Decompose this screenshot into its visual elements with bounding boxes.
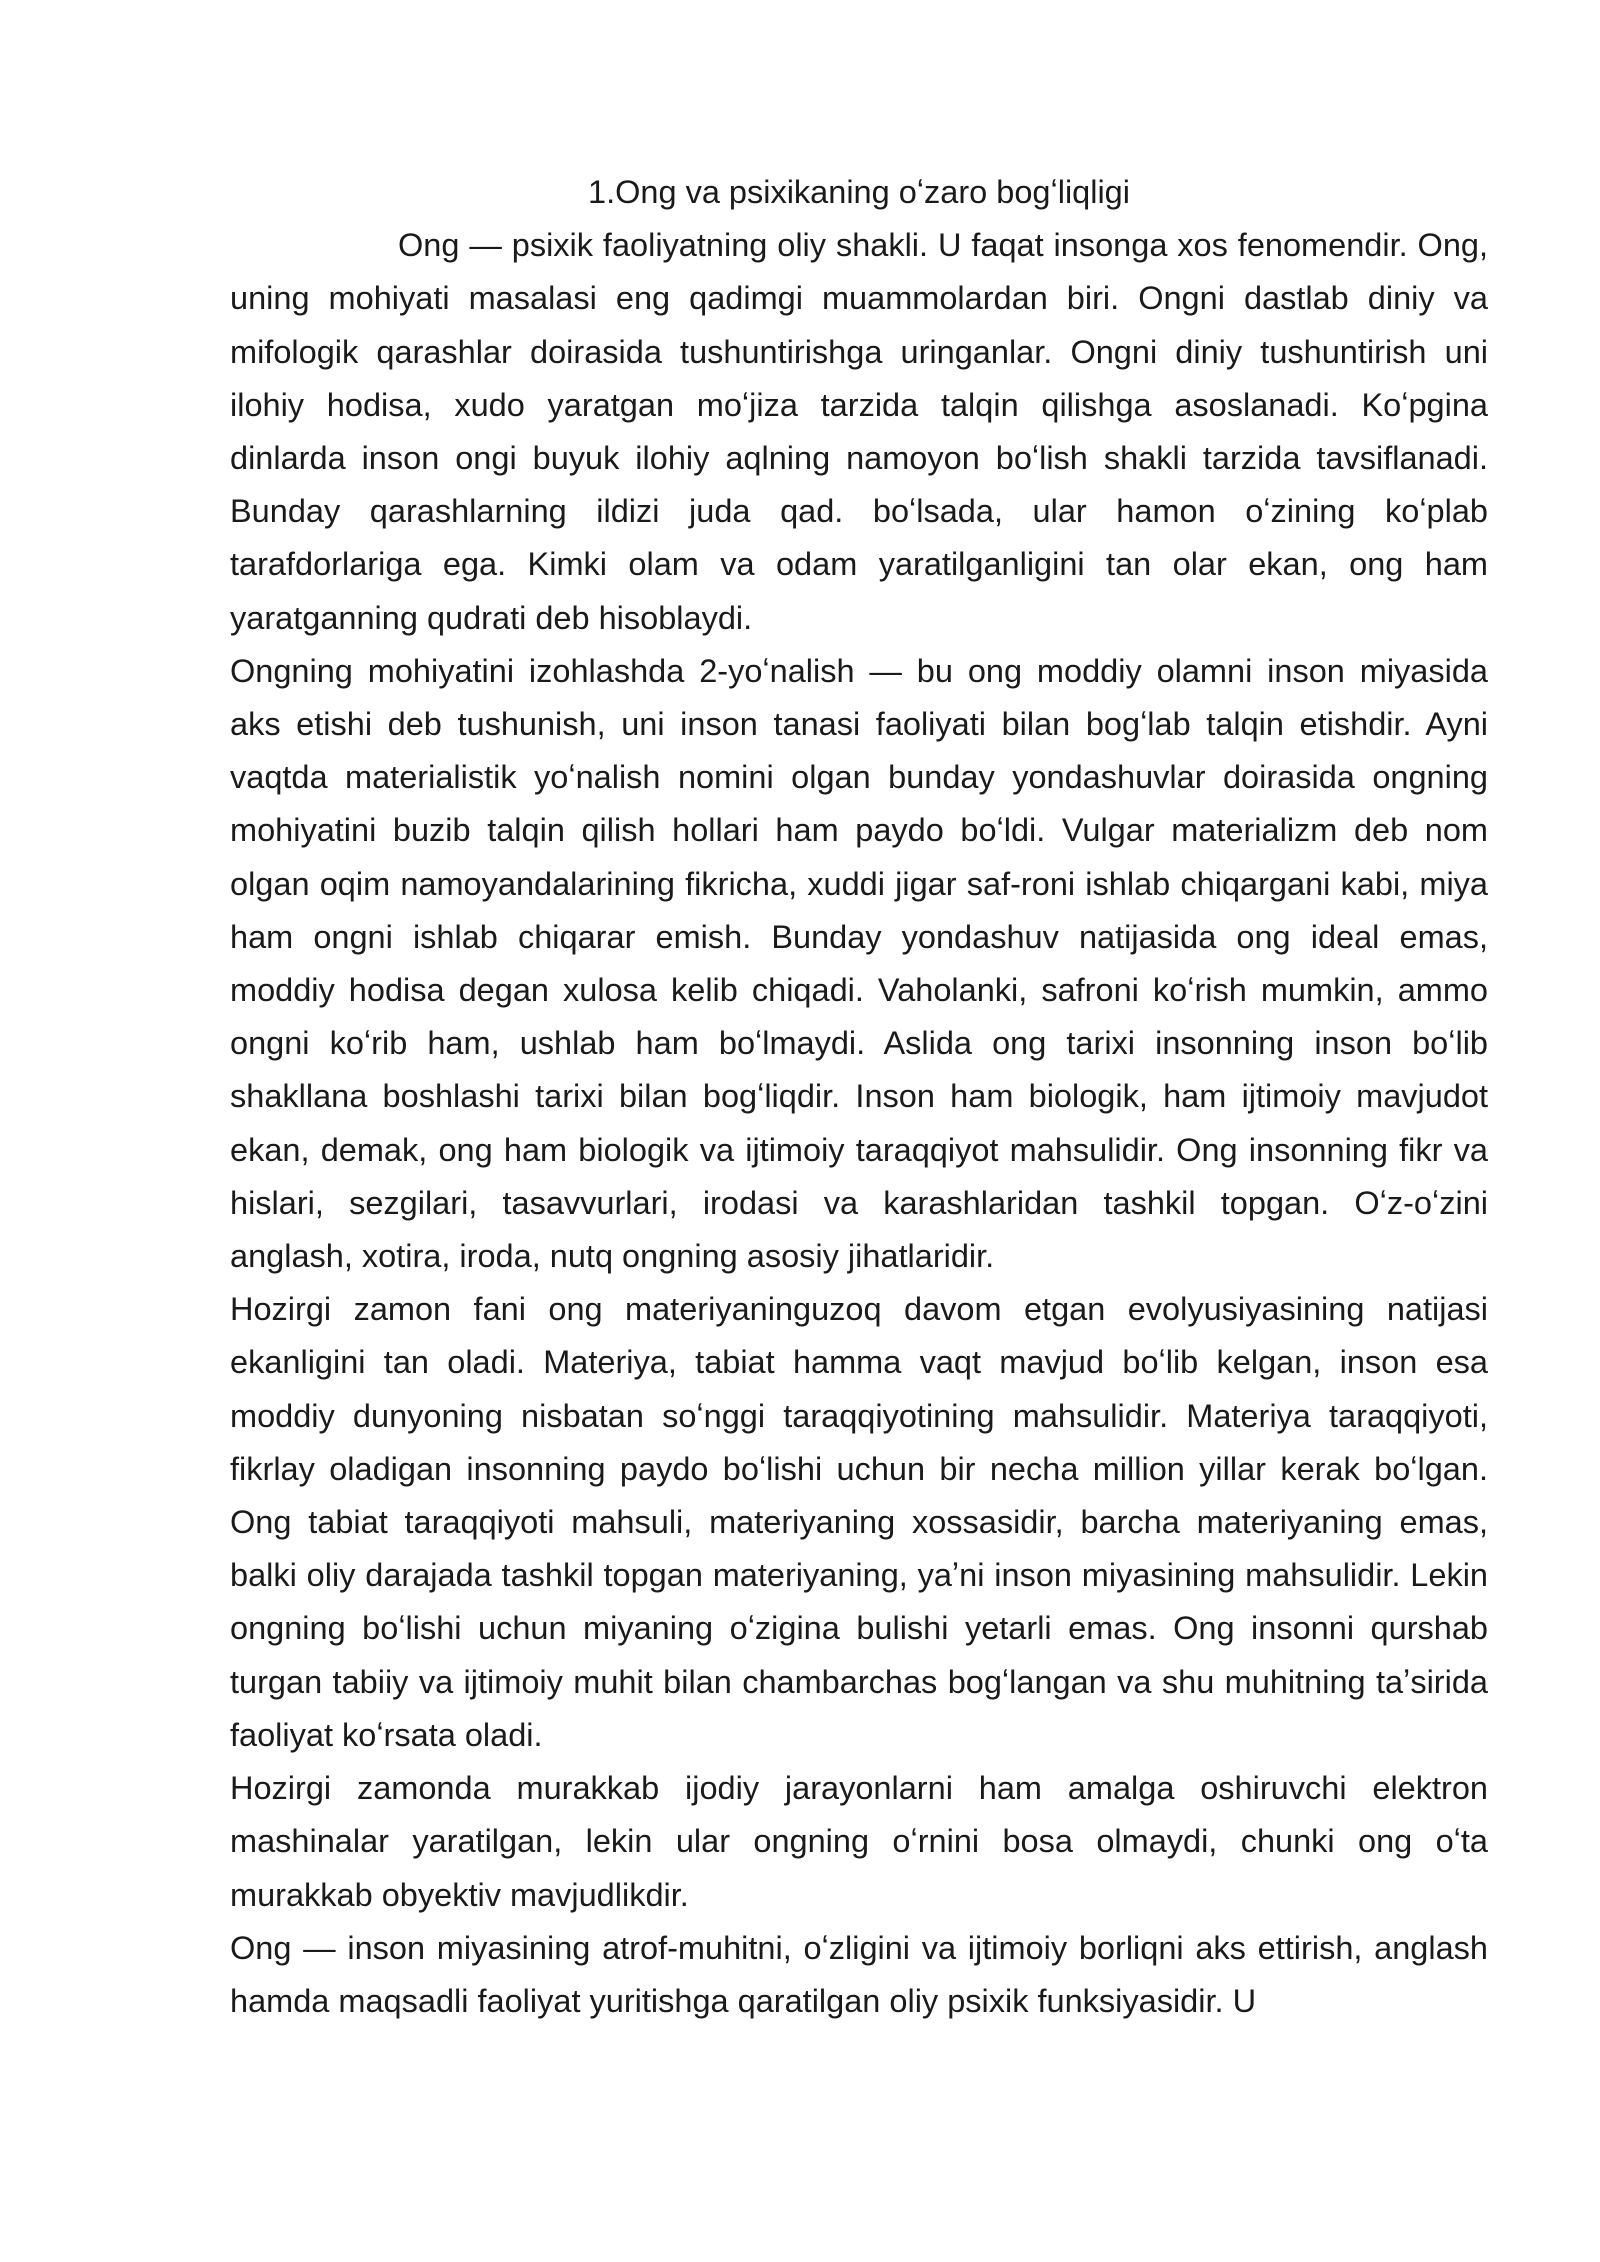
paragraph-3: Hozirgi zamon fani ong materiyaninguzoq davom etgan evolyusiyasining natijasi ekanligini tan oladi. Materiya, tabiat hamma vaqt mavjud boʻlib kelgan, inson esa moddiy dunyoning nisbatan soʻnggi taraqqiyotining mahsulidir. Materiya taraqqiyoti, fikrlay oladigan insonning paydo boʻlishi uchun bir necha million yillar kerak boʻlgan. Ong tabiat taraqqiyoti mahsuli, materiyaning xossasidir, barcha materiyaning emas, balki oliy darajada tashkil topgan materiyaning, yaʼni inson miyasining mahsulidir. Lekin ongning boʻlishi uchun miyaning oʻzigina bulishi yetarli emas. Ong insonni qurshab turgan tabiiy va ijtimoiy muhit bilan chambarchas bogʻlangan va shu muhitning taʼsirida faoliyat koʻrsata oladi. [230,1291,1488,1753]
document-title: 1.Ong va psixikaning oʻzaro bogʻliqligi [588,174,1130,210]
paragraph-5: Ong — inson miyasining atrof-muhitni, oʻzligini va ijtimoiy borliqni aks ettirish, anglash hamda maqsadli faoliyat yuritishga qaratilgan oliy psixik funksiyasidir. U [230,1929,1488,2019]
document-page [230,166,1488,2028]
paragraph-4: Hozirgi zamonda murakkab ijodiy jarayonlarni ham amalga oshiruvchi elektron mashinalar yaratilgan, lekin ular ongning oʻrnini bosa olmaydi, chunki ong oʻta murakkab obyektiv mavjudlikdir. [230,1770,1488,1913]
paragraph-1: Ong — psixik faoliyatning oliy shakli. U faqat insonga xos fenomendir. Ong, uning mohiyati masalasi eng qadimgi muammolardan biri. Ongni dastlab diniy va mifologik qarashlar doirasida tushuntirishga uringanlar. Ongni diniy tushuntirish uni ilohiy hodisa, xudo yaratgan moʻjiza tarzida talqin qilishga asoslanadi. Koʻpgina dinlarda inson ongi buyuk ilohiy aqlning namoyon boʻlish shakli tarzida tavsiflanadi. Bunday qarashlarning ildizi juda qad. boʻlsada, ular hamon oʻzining koʻplab tarafdorlariga ega. Kimki olam va odam yaratilganligini tan olar ekan, ong ham yaratganning qudrati deb hisoblaydi. [230,227,1488,636]
paragraph-2: Ongning mohiyatini izohlashda 2-yoʻnalish — bu ong moddiy olamni inson miyasida aks etishi deb tushunish, uni inson tanasi faoliyati bilan bogʻlab talqin etishdir. Ayni vaqtda materialistik yoʻnalish nomini olgan bunday yondashuvlar doirasida ongning mohiyatini buzib talqin qilish hollari ham paydo boʻldi. Vulgar materializm deb nom olgan oqim namoyandalarining fikricha, xuddi jigar saf-roni ishlab chiqargani kabi, miya ham ongni ishlab chiqarar emish. Bunday yondashuv natijasida ong ideal emas, moddiy hodisa degan xulosa kelib chiqadi. Vaholanki, safroni koʻrish mumkin, ammo ongni koʻrib ham, ushlab ham boʻlmaydi. Aslida ong tarixi insonning inson boʻlib shakllana boshlashi tarixi bilan bogʻliqdir. Inson ham biologik, ham ijtimoiy mavjudot ekan, demak, ong ham biologik va ijtimoiy taraqqiyot mahsulidir. Ong insonning fikr va hislari, sezgilari, tasavvurlari, irodasi va karashlaridan tashkil topgan. Oʻz-oʻzini anglash, xotira, iroda, nutq ongning asosiy jihatlaridir. [230,652,1488,1275]
